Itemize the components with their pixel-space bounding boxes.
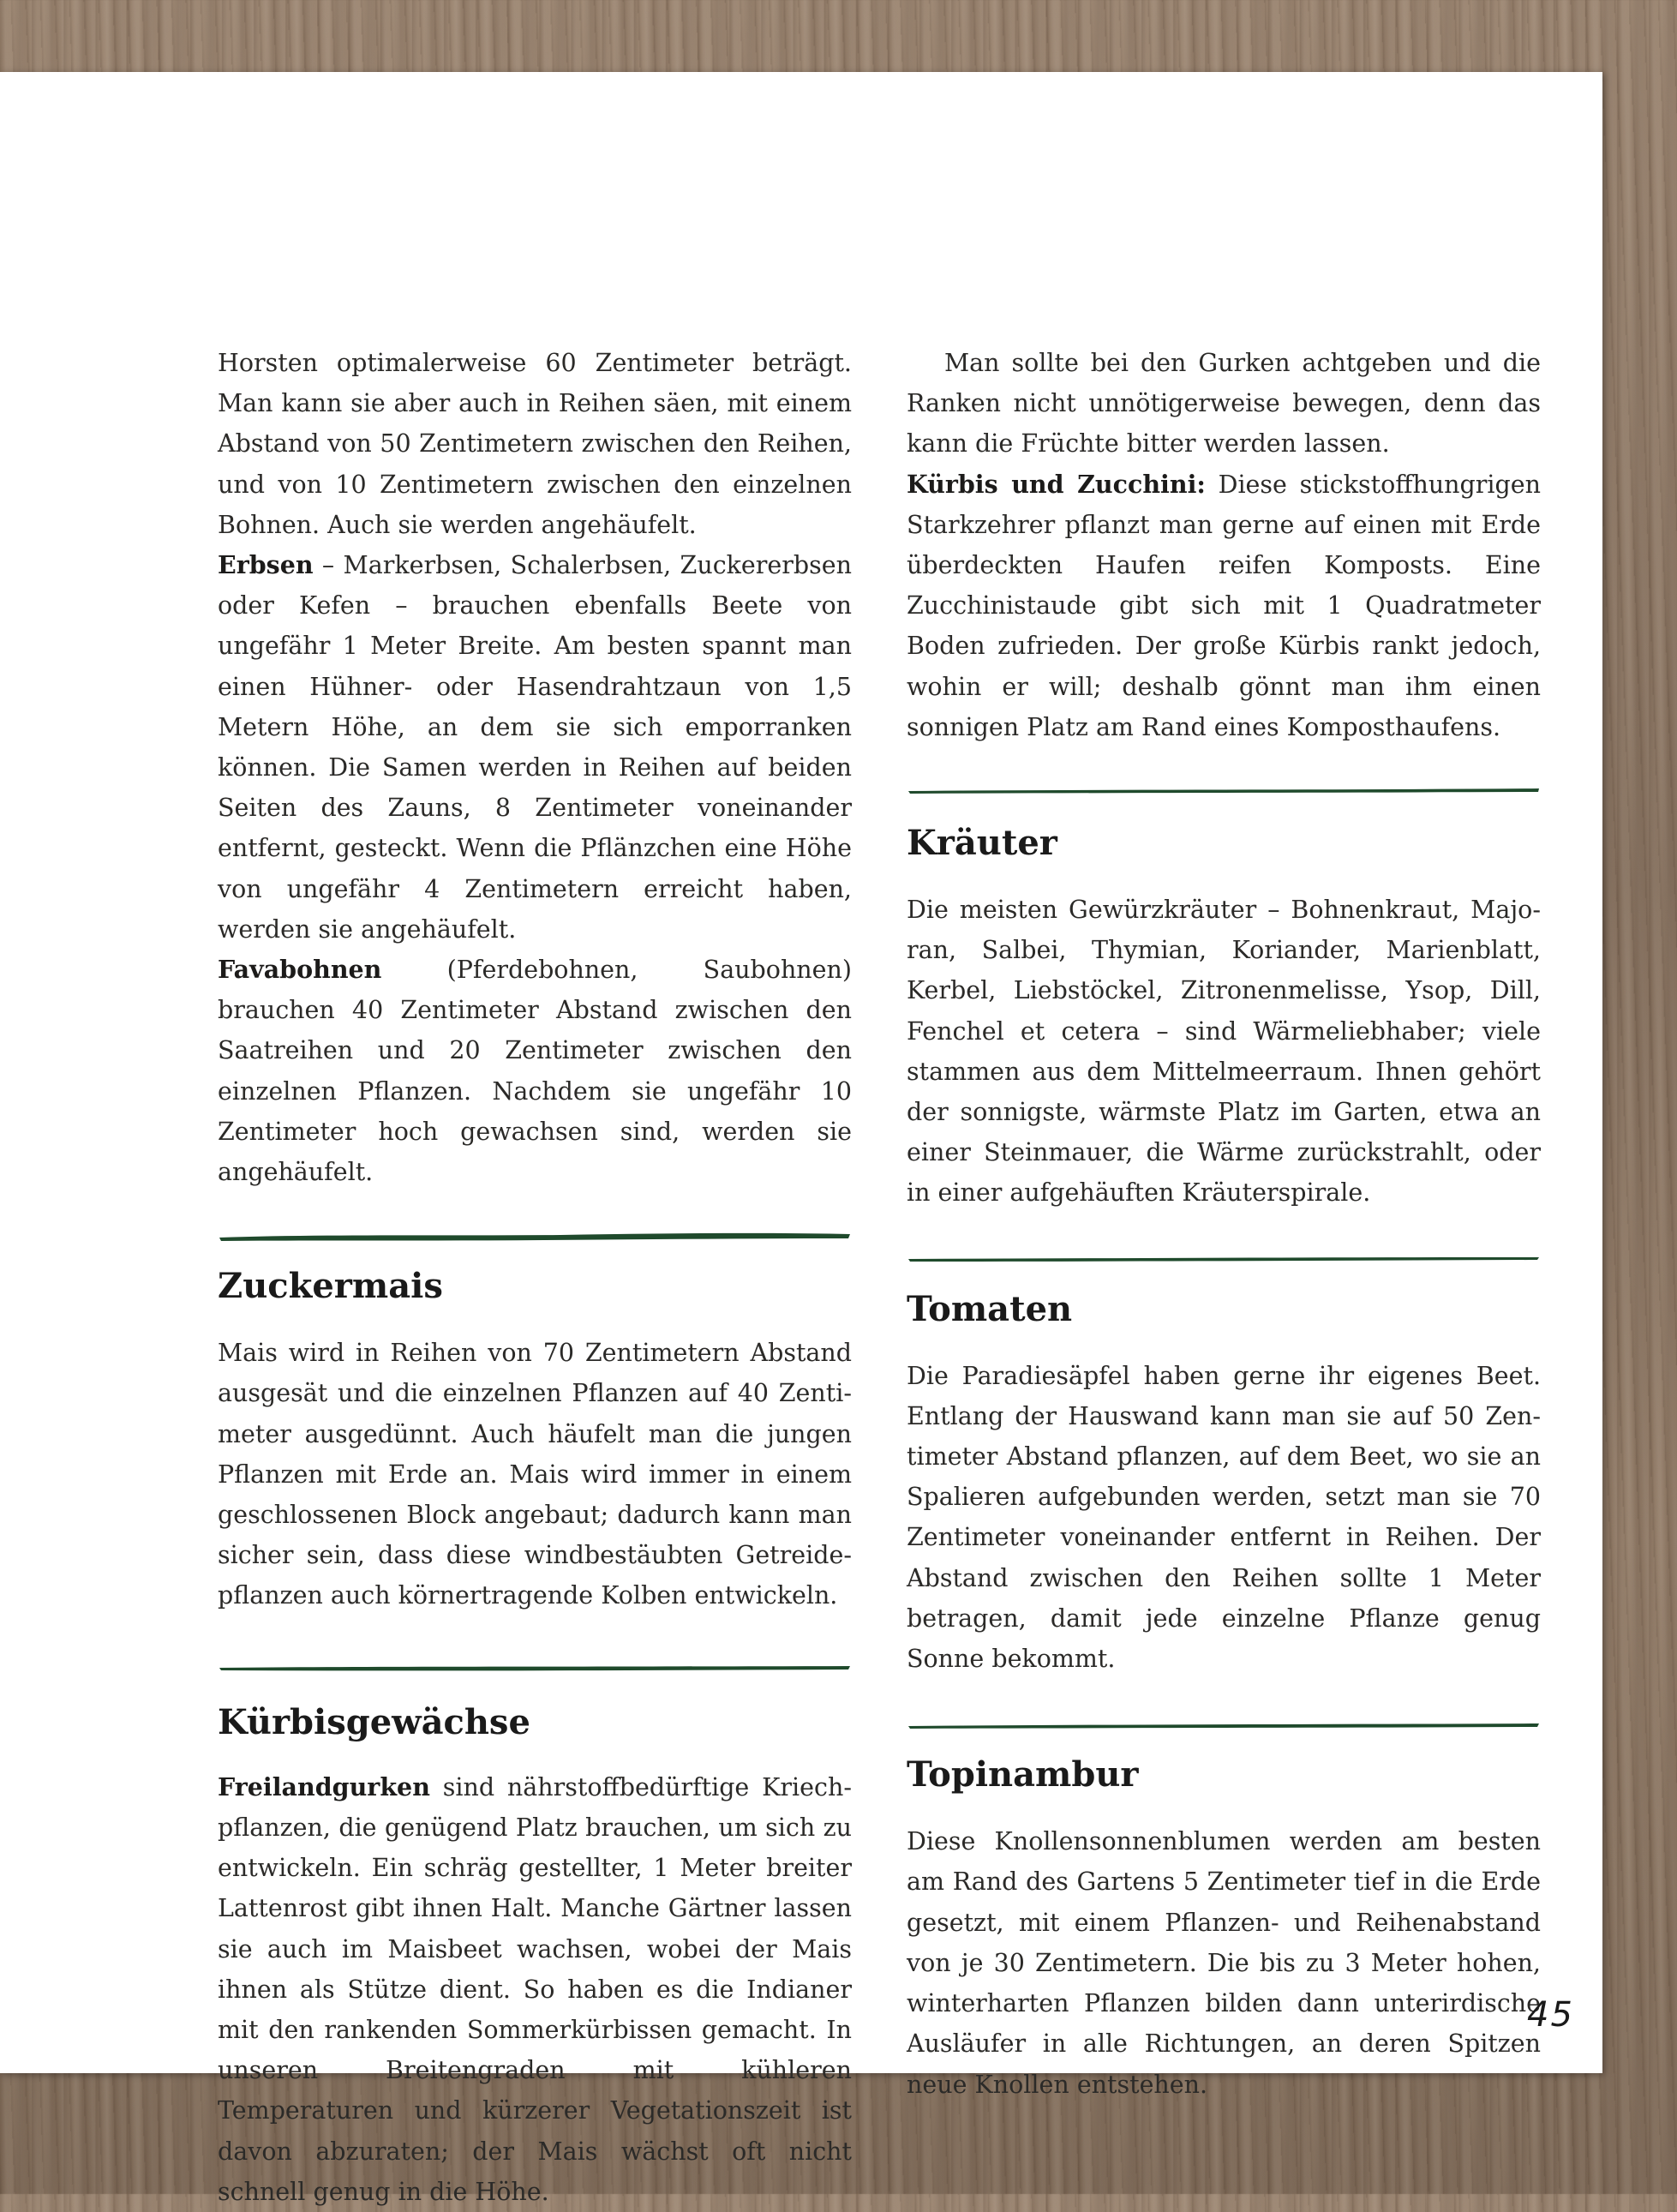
- page-number: 45: [1527, 1995, 1574, 2035]
- book-page: [0, 72, 1602, 2206]
- paragraph-favabohnen: [218, 950, 852, 1192]
- heading-kraeuter: Kräuter: [907, 823, 1057, 864]
- heading-kuerbisgewaechse: Kürbisgewächse: [218, 1701, 530, 1742]
- section-divider: [907, 1717, 1541, 1735]
- section-divider: [218, 1228, 852, 1247]
- section-divider: [907, 782, 1541, 800]
- term-freilandgurken: Freilandgurken: [218, 1771, 430, 1801]
- erbsen-text: – Markerbsen, Schalerbsen, Zuckererbsen oder Kefen – brauchen ebenfalls Beete von ungefähr 1 Meter Breite. Am besten spannt man einen Hühner- oder Hasendrahtzaun von 1,5 Metern Höhe, an dem sie sich emporranken können. Die Samen werden in Reihen auf beiden Seiten des Zauns, 8 Zentimeter voneinander entfernt, gesteckt. Wenn die Pflänzchen eine Höhe von ungefähr 4 Zentimetern erreicht haben, werden sie angehäufelt.: [218, 551, 852, 944]
- paragraph-freilandgurken: [218, 1767, 852, 2212]
- freilandgurken-text: sind nährstoffbedürftige Kriechpflanzen, die genügend Platz brauchen, um sich zu entwickeln. Ein schräg gestellter, 1 Meter breiter Lattenrost gibt ihnen Halt. Manche Gärtner lassen sie auch im Maisbeet wachsen, wobei der Mais ihnen als Stütze dient. So haben es die Indianer mit den rankenden Sommerkürbissen gemacht. In unseren Breitengraden mit kühleren Temperaturen und kürzerer Vegetationszeit ist davon abzuraten; der Mais wächst oft nicht schnell genug in die Höhe.: [218, 1772, 852, 2206]
- term-favabohnen: Favabohnen: [218, 955, 382, 985]
- paragraph-gurken-hinweis: Man sollte bei den Gurken achtgeben und die Ranken nicht unnötigerweise bewegen, denn das kann die Früchte bitter werden lassen.: [907, 349, 1541, 459]
- right-column: [907, 343, 1541, 2105]
- left-column: [218, 343, 852, 2212]
- term-kuerbis-zucchini: Kürbis und Zucchini:: [907, 469, 1206, 499]
- term-erbsen: Erbsen: [218, 550, 314, 580]
- paragraph-kraeuter: Die meisten Gewürzkräuter – Bohnenkraut, Majoran, Salbei, Thymian, Koriander, Marienblatt, Kerbel, Liebstöckel, Zitronenmelisse, Ysop, Dill, Fenchel et cetera – sind Wärmeliebhaber; viele stammen aus dem Mittelmeerraum. Ihnen gehört der sonnigste, wärmste Platz im Garten, etwa an einer Steinmauer, die Wärme zurückstrahlt, oder in einer aufgehäuften Kräuterspirale.: [907, 896, 1541, 1208]
- heading-topinambur: Topinambur: [907, 1754, 1139, 1795]
- paragraph-kuerbis-zucchini: [907, 465, 1541, 747]
- heading-tomaten: Tomaten: [907, 1288, 1073, 1329]
- section-divider: [218, 1659, 852, 1678]
- paragraph-topinambur: Diese Knollensonnenblumen werden am besten am Rand des Gartens 5 Zentimeter tief in die Erde gesetzt, mit einem Pflanzen- und Reihenabstand von je 30 Zentimetern. Die bis zu 3 Meter hohen, winterharten Pflanzen bilden dann unterirdische Ausläufer in alle Richtungen, an deren Spitzen neue Knollen entstehen.: [907, 1827, 1541, 2099]
- heading-zuckermais: Zuckermais: [218, 1266, 443, 1307]
- paragraph-erbsen: [218, 545, 852, 950]
- kuerbis-zucchini-text: Diese stickstoffhungrigen Starkzehrer pflanzt man gerne auf einen mit Erde überdeckten Haufen reifen Komposts. Eine Zucchinistaude gibt sich mit 1 Quadratmeter Boden zufrieden. Der große Kürbis rankt jedoch, wohin er will; deshalb gönnt man ihm einen sonnigen Platz am Rand eines Komposthaufens.: [907, 470, 1541, 741]
- paragraph-tomaten: Die Paradiesäpfel haben gerne ihr eigenes Beet. Entlang der Hauswand kann man sie auf 50 Zentimeter Abstand pflanzen, auf dem Beet, wo sie an Spalieren aufgebunden werden, setzt man sie 70 Zentimeter voneinander entfernt in Reihen. Der Abstand zwischen den Reihen sollte 1 Meter betragen, damit jede einzelne Pflanze genug Sonne bekommt.: [907, 1361, 1541, 1674]
- favabohnen-text: (Pferdebohnen, Saubohnen) brauchen 40 Zentimeter Abstand zwischen den Saatreihen und 20 Zentimeter zwischen den einzelnen Pflanzen. Nachdem sie ungefähr 10 Zentimeter hoch gewachsen sind, werden sie angehäufelt.: [218, 956, 852, 1187]
- paragraph-zuckermais: Mais wird in Reihen von 70 Zentimetern Abstand ausgesät und die einzelnen Pflanzen auf 40 Zentimeter ausgedünnt. Auch häufelt man die jungen Pflanzen mit Erde an. Mais wird immer in einem geschlossenen Block angebaut; dadurch kann man sicher sein, dass diese windbestäubten Getreidepflanzen auch körnertragende Kolben entwickeln.: [218, 1339, 852, 1610]
- section-divider: [907, 1250, 1541, 1268]
- paragraph-bohnen-continued: Horsten optimalerweise 60 Zentimeter beträgt. Man kann sie aber auch in Reihen säen, mit einem Abstand von 50 Zentimetern zwischen den Reihen, und von 10 Zentimetern zwischen den einzelnen Bohnen. Auch sie werden angehäufelt.: [218, 349, 852, 539]
